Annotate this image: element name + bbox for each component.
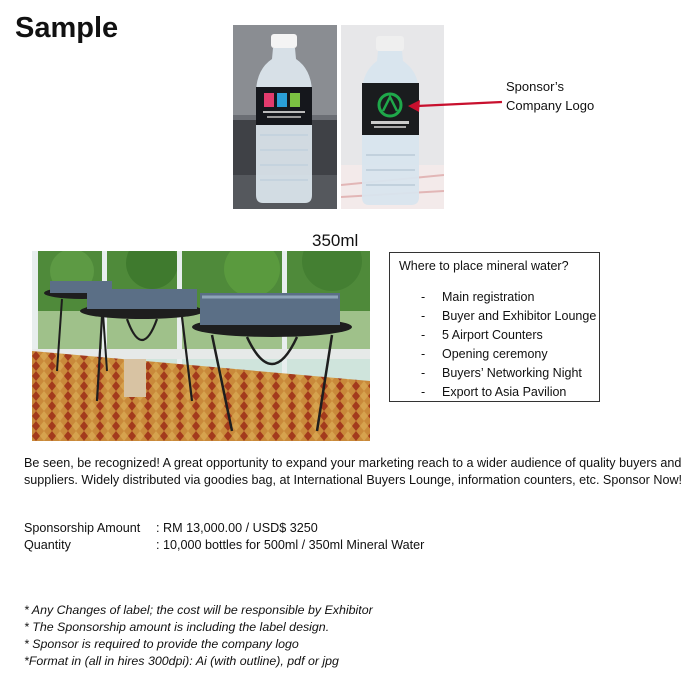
list-item-label: Opening ceremony [442,347,548,361]
list-item [390,307,599,326]
sponsorship-amount-label: Sponsorship Amount [24,521,141,535]
quantity-value: : 10,000 bottles for 500ml / 350ml Mineral Water [156,538,425,552]
list-item [390,364,599,383]
placement-heading: Where to place mineral water? [399,259,569,273]
placement-box [389,252,600,402]
tables-photo [32,251,370,441]
description-paragraph: Be seen, be recognized! A great opportunity to expand your marketing reach to a wider audience of quality buyers and suppliers. Widely distributed via goodies bag, at International Buyers Lounge, information counters, etc. Sponsor Now! [24,456,683,487]
list-item-label: Main registration [442,290,535,304]
sponsor-logo-callout [506,77,616,115]
list-item [390,326,599,345]
quantity-label: Quantity [24,538,71,552]
note-line: *Format in (all in hires 300dpi): Ai (with outline), pdf or jpg [24,654,339,668]
note-line: * The Sponsorship amount is including the label design. [24,620,330,634]
list-item-label: Buyers’ Networking Night [442,366,582,380]
sponsorship-amount-value: : RM 13,000.00 / USD$ 3250 [156,521,318,535]
note-line: * Any Changes of label; the cost will be responsible by Exhibitor [24,603,373,617]
list-item-label: 5 Airport Counters [442,328,543,342]
list-item [390,345,599,364]
bottle-size-label: 350ml [312,231,359,250]
bullet-dash: - [421,366,426,380]
bullet-dash: - [421,290,426,304]
placement-list [390,288,599,402]
list-item [390,288,599,307]
bullet-dash: - [421,347,426,361]
bullet-dash: - [421,309,426,323]
bullet-dash: - [421,385,426,399]
list-item [390,383,599,402]
quantity-row [24,537,424,554]
callout-line-1: Sponsor’s [506,79,565,94]
page-title: Sample [15,12,119,44]
callout-line-2: Company Logo [506,98,595,113]
notes-section [24,602,373,670]
sponsorship-amount-row [24,520,318,537]
note-line: * Sponsor is required to provide the company logo [24,637,299,651]
list-item-label: Buyer and Exhibitor Lounge [442,309,597,323]
list-item-label: Export to Asia Pavilion [442,385,567,399]
bullet-dash: - [421,328,426,342]
